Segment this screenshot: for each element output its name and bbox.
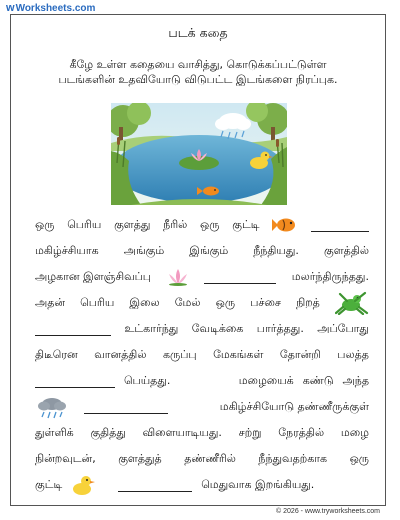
lotus-icon: [167, 268, 189, 286]
answer-blank[interactable]: [35, 375, 115, 388]
story-word: ஒரு: [215, 296, 236, 309]
story-word: விளையாடியது.: [142, 426, 222, 439]
story-line-6: [35, 342, 369, 368]
story-word: பெரிய: [67, 218, 102, 231]
story-word: ஒரு: [200, 218, 220, 231]
story-word: அதன்: [35, 296, 66, 309]
story-words: மெதுவாக இறங்கியது.: [201, 478, 315, 491]
answer-blank[interactable]: [84, 401, 168, 414]
answer-blank[interactable]: [118, 479, 192, 492]
story-word: நிறத்: [296, 296, 320, 309]
story-word: தோன்றி: [279, 348, 321, 361]
story-words: மலர்ந்திருந்தது.: [291, 270, 369, 283]
instructions: [11, 57, 385, 87]
answer-blank[interactable]: [204, 271, 276, 284]
story-word: வானத்தில்: [94, 348, 147, 361]
story-word: அங்கும்: [123, 244, 165, 257]
story-word: இங்கும்: [189, 244, 229, 257]
story-word: நீரில்: [163, 218, 188, 231]
story-line-7: [35, 368, 369, 394]
pond-scene-icon: [111, 103, 287, 205]
story-word: குளத்தில்: [324, 244, 369, 257]
story-word: ஒரு: [35, 218, 55, 231]
story-word: நின்றவுடன்,: [35, 452, 96, 465]
story-word: வேடிக்கை: [191, 322, 244, 335]
story-line-1: [35, 212, 369, 238]
answer-blank[interactable]: [35, 323, 111, 336]
logo-text: Worksheets.com: [15, 2, 96, 14]
story-word: பலத்த: [337, 348, 369, 361]
site-logo: [6, 2, 95, 14]
story-word: நேரத்தில்: [278, 426, 325, 439]
story-words: அழகான இளஞ்சிவப்பு: [35, 270, 151, 283]
rain-cloud-icon: [35, 395, 69, 419]
story-word: உட்கார்ந்து: [124, 322, 179, 335]
story-word: மேகங்கள்: [213, 348, 264, 361]
story-word: பெரிய: [80, 296, 115, 309]
instruction-line-1: கீழே உள்ள கதையை வாசித்து, கொடுக்கப்பட்டுள்ள: [69, 58, 327, 71]
story-text: [35, 212, 369, 498]
story-line-8: [35, 394, 369, 420]
story-word: ஒரு: [349, 452, 369, 465]
story-word: நீந்துவதற்காக: [258, 452, 328, 465]
story-word: பச்சை: [250, 296, 281, 309]
story-word: மழை: [340, 426, 369, 439]
story-word: கருப்பு: [162, 348, 197, 361]
answer-blank[interactable]: [311, 219, 369, 232]
frog-icon: [335, 291, 369, 315]
story-word: நீந்தியது.: [253, 244, 299, 257]
instruction-line-2: படங்களின் உதவியோடு விடுபட்ட இடங்களை நிரப்புக.: [58, 73, 338, 86]
story-word: குளத்து: [114, 218, 151, 231]
logo-mark: w: [6, 2, 15, 14]
story-word: குட்டி: [232, 218, 260, 231]
worksheet-title: படக் கதை: [168, 25, 228, 40]
story-word: மேல்: [174, 296, 201, 309]
story-line-9: [35, 420, 369, 446]
story-word: துள்ளிக்: [35, 426, 74, 439]
story-word: தண்ணீரில்: [184, 452, 236, 465]
story-line-4: [35, 290, 369, 316]
story-word: மகிழ்ச்சியாக: [35, 244, 99, 257]
story-word: திடீரென: [35, 348, 78, 361]
duck-icon: [71, 474, 95, 496]
story-word: பெய்தது.: [124, 374, 171, 387]
story-word: குட்டி: [35, 478, 63, 491]
story-line-11: [35, 472, 369, 498]
story-word: அந்த: [342, 374, 369, 387]
story-word: பார்த்தது.: [256, 322, 304, 335]
story-words: மகிழ்ச்சியோடு தண்ணீருக்குள்: [219, 400, 369, 413]
story-word: அப்போது: [317, 322, 369, 335]
story-word: சற்று: [238, 426, 262, 439]
footer-copyright: © 2026 - www.tryworksheets.com: [276, 508, 380, 515]
story-word: மழையைக்: [238, 374, 294, 387]
story-line-5: [35, 316, 369, 342]
fish-icon: [272, 215, 298, 235]
story-line-10: [35, 446, 369, 472]
story-line-2: [35, 238, 369, 264]
story-word: கண்டு: [302, 374, 334, 387]
story-word: குதித்து: [90, 426, 126, 439]
story-line-3: [35, 264, 369, 290]
story-word: குளத்துத்: [118, 452, 162, 465]
worksheet-frame: [10, 14, 386, 506]
story-word: இலை: [129, 296, 160, 309]
